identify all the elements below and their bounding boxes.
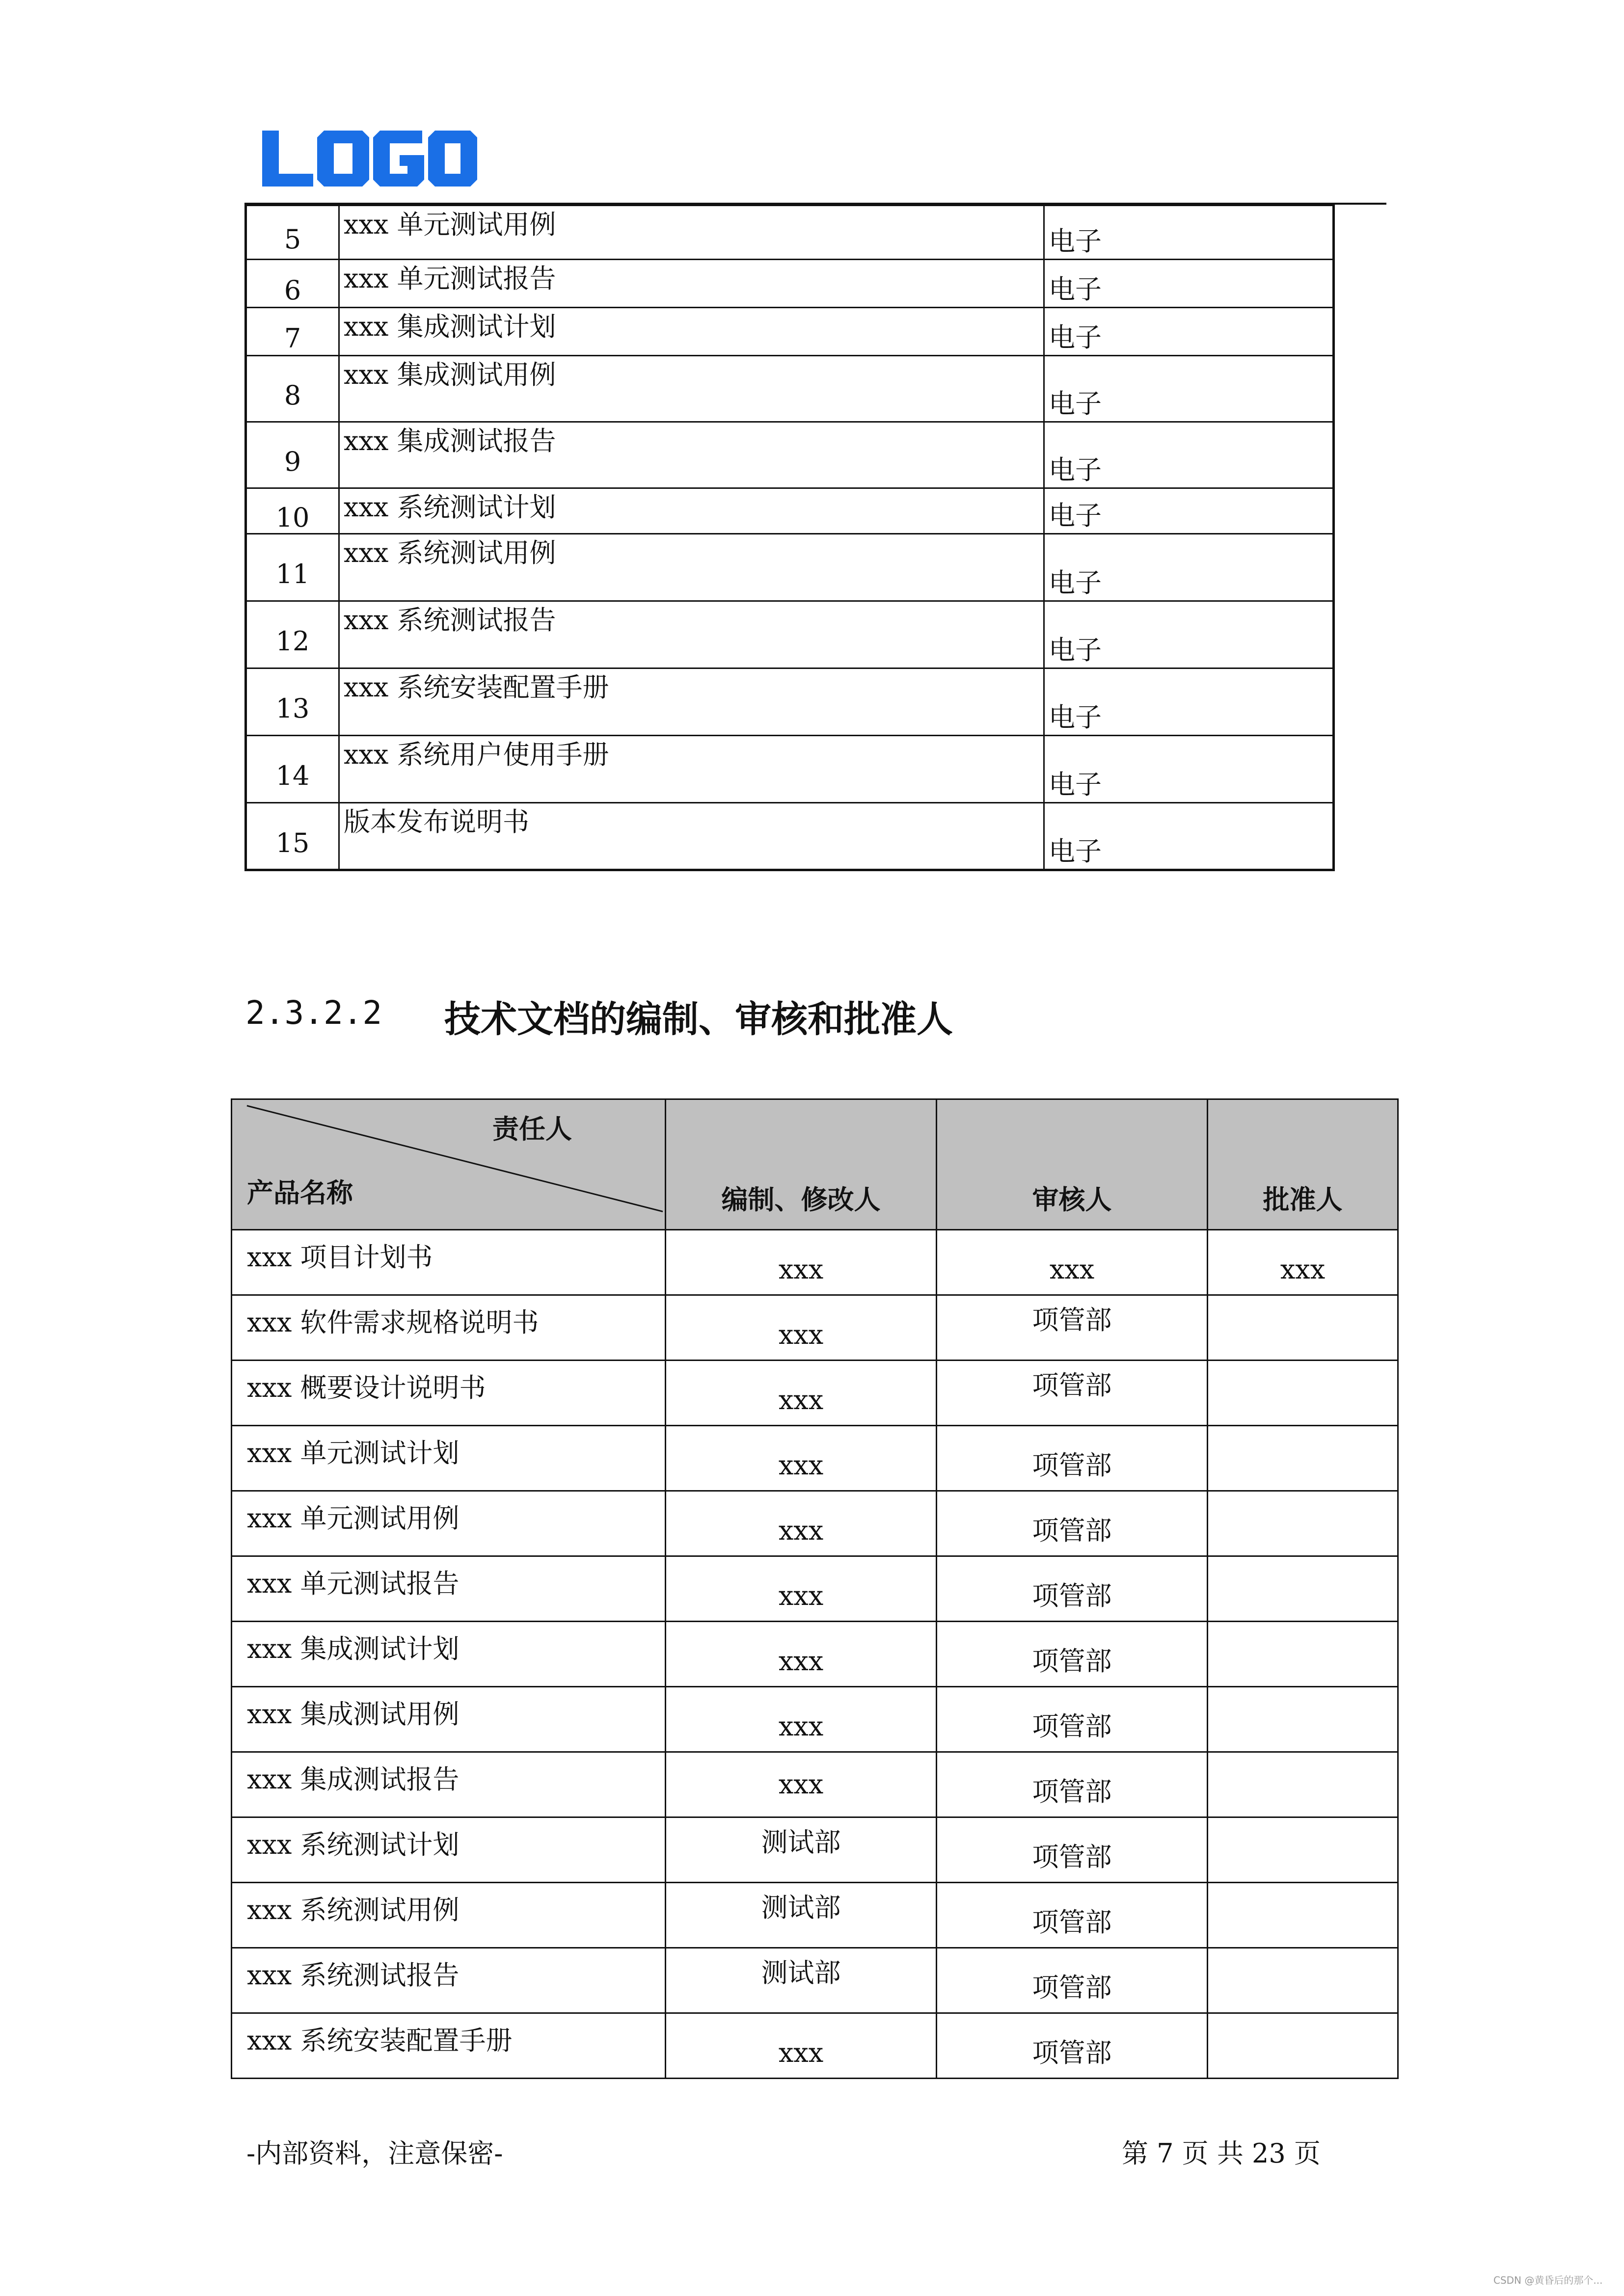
confidential-notice: -内部资料，注意保密- (246, 2138, 503, 2169)
reviewer-cell: 项管部 (937, 1556, 1208, 1622)
document-type: 电子 (1044, 356, 1334, 422)
document-type: 电子 (1044, 668, 1334, 736)
approver-cell (1208, 1883, 1398, 1948)
document-name: xxx 单元测试报告 (339, 260, 1044, 308)
reviewer-cell: 项管部 (937, 1752, 1208, 1817)
header-product-name-label: 产品名称 (247, 1177, 353, 1208)
table-row (246, 488, 1334, 534)
document-type: 电子 (1044, 260, 1334, 308)
approver-cell (1208, 1295, 1398, 1361)
reviewer-cell: 项管部 (937, 1491, 1208, 1556)
reviewer-cell: 项管部 (937, 1687, 1208, 1752)
document-name: 版本发布说明书 (339, 803, 1044, 870)
table-row (232, 2013, 1398, 2079)
reviewer-cell: 项管部 (937, 1426, 1208, 1491)
document-name: xxx 集成测试用例 (339, 356, 1044, 422)
document-type: 电子 (1044, 488, 1334, 534)
product-name: xxx 概要设计说明书 (232, 1361, 666, 1426)
document-type: 电子 (1044, 308, 1334, 356)
document-name: xxx 集成测试报告 (339, 422, 1044, 488)
table-row (246, 534, 1334, 601)
approver-cell (1208, 1948, 1398, 2013)
table-row (246, 422, 1334, 488)
table-row (246, 356, 1334, 422)
document-list-table (244, 205, 1335, 871)
diagonal-header-cell (232, 1099, 666, 1230)
row-number: 14 (246, 736, 339, 803)
document-name: xxx 集成测试计划 (339, 308, 1044, 356)
approver-cell (1208, 2013, 1398, 2079)
table-row (232, 1883, 1398, 1948)
table-row (232, 1361, 1398, 1426)
row-number: 10 (246, 488, 339, 534)
table-row (232, 1491, 1398, 1556)
product-name: xxx 系统安装配置手册 (232, 2013, 666, 2079)
table-row (232, 1752, 1398, 1817)
editor-cell: 测试部 (666, 1948, 937, 2013)
approver-cell (1208, 1817, 1398, 1883)
product-name: xxx 单元测试用例 (232, 1491, 666, 1556)
row-number: 11 (246, 534, 339, 601)
product-name: xxx 系统测试用例 (232, 1883, 666, 1948)
row-number: 8 (246, 356, 339, 422)
document-name: xxx 系统测试用例 (339, 534, 1044, 601)
document-name: xxx 系统用户使用手册 (339, 736, 1044, 803)
editor-cell: 测试部 (666, 1817, 937, 1883)
editor-cell: 测试部 (666, 1883, 937, 1948)
row-number: 9 (246, 422, 339, 488)
row-number: 15 (246, 803, 339, 870)
product-name: xxx 系统测试计划 (232, 1817, 666, 1883)
reviewer-cell: 项管部 (937, 1883, 1208, 1948)
table-row (232, 1295, 1398, 1361)
approver-cell (1208, 1361, 1398, 1426)
document-type: 电子 (1044, 736, 1334, 803)
table-row (246, 601, 1334, 668)
table-row (232, 1687, 1398, 1752)
editor-cell: xxx (666, 1295, 937, 1361)
editor-cell: xxx (666, 1361, 937, 1426)
editor-cell: xxx (666, 1622, 937, 1687)
document-type: 电子 (1044, 803, 1334, 870)
document-name: xxx 系统测试计划 (339, 488, 1044, 534)
product-name: xxx 集成测试计划 (232, 1622, 666, 1687)
page-number: 第 7 页 共 23 页 (1122, 2138, 1321, 2169)
table-row (246, 206, 1334, 260)
table-row (232, 1556, 1398, 1622)
reviewer-cell: 项管部 (937, 1622, 1208, 1687)
table-row (246, 668, 1334, 736)
table-row (232, 1817, 1398, 1883)
editor-cell: xxx (666, 1491, 937, 1556)
editor-cell: xxx (666, 1556, 937, 1622)
row-number: 13 (246, 668, 339, 736)
header-approver: 批准人 (1208, 1099, 1398, 1230)
responsibility-table (231, 1098, 1399, 2079)
section-number: 2.3.2.2 (245, 994, 382, 1032)
editor-cell: xxx (666, 1230, 937, 1295)
reviewer-cell: 项管部 (937, 1948, 1208, 2013)
approver-cell (1208, 1556, 1398, 1622)
product-name: xxx 单元测试报告 (232, 1556, 666, 1622)
row-number: 7 (246, 308, 339, 356)
diagonal-line (232, 1100, 665, 1229)
table-header-row (232, 1099, 1398, 1230)
watermark: CSDN @黄昏后的那个... (1493, 2274, 1603, 2286)
header-responsible-label: 责任人 (492, 1114, 572, 1145)
product-name: xxx 软件需求规格说明书 (232, 1295, 666, 1361)
company-logo (262, 127, 478, 190)
product-name: xxx 系统测试报告 (232, 1948, 666, 2013)
product-name: xxx 单元测试计划 (232, 1426, 666, 1491)
reviewer-cell: xxx (937, 1230, 1208, 1295)
row-number: 5 (246, 206, 339, 260)
table-row (246, 260, 1334, 308)
table-row (246, 308, 1334, 356)
reviewer-cell: 项管部 (937, 1817, 1208, 1883)
table-row (232, 1230, 1398, 1295)
table-row (246, 736, 1334, 803)
approver-cell (1208, 1687, 1398, 1752)
editor-cell: xxx (666, 1687, 937, 1752)
table-row (232, 1622, 1398, 1687)
document-name: xxx 单元测试用例 (339, 206, 1044, 260)
row-number: 6 (246, 260, 339, 308)
row-number: 12 (246, 601, 339, 668)
header-editor: 编制、修改人 (666, 1099, 937, 1230)
table-row (246, 803, 1334, 870)
product-name: xxx 集成测试用例 (232, 1687, 666, 1752)
product-name: xxx 项目计划书 (232, 1230, 666, 1295)
approver-cell (1208, 1622, 1398, 1687)
document-name: xxx 系统安装配置手册 (339, 668, 1044, 736)
reviewer-cell: 项管部 (937, 2013, 1208, 2079)
document-type: 电子 (1044, 601, 1334, 668)
document-name: xxx 系统测试报告 (339, 601, 1044, 668)
document-type: 电子 (1044, 422, 1334, 488)
editor-cell: xxx (666, 1426, 937, 1491)
editor-cell: xxx (666, 1752, 937, 1817)
header-reviewer: 审核人 (937, 1099, 1208, 1230)
approver-cell (1208, 1752, 1398, 1817)
editor-cell: xxx (666, 2013, 937, 2079)
reviewer-cell: 项管部 (937, 1361, 1208, 1426)
table-row (232, 1426, 1398, 1491)
approver-cell: xxx (1208, 1230, 1398, 1295)
document-type: 电子 (1044, 534, 1334, 601)
reviewer-cell: 项管部 (937, 1295, 1208, 1361)
product-name: xxx 集成测试报告 (232, 1752, 666, 1817)
approver-cell (1208, 1426, 1398, 1491)
section-title: 技术文档的编制、审核和批准人 (444, 998, 953, 1041)
approver-cell (1208, 1491, 1398, 1556)
table-row (232, 1948, 1398, 2013)
document-type: 电子 (1044, 206, 1334, 260)
